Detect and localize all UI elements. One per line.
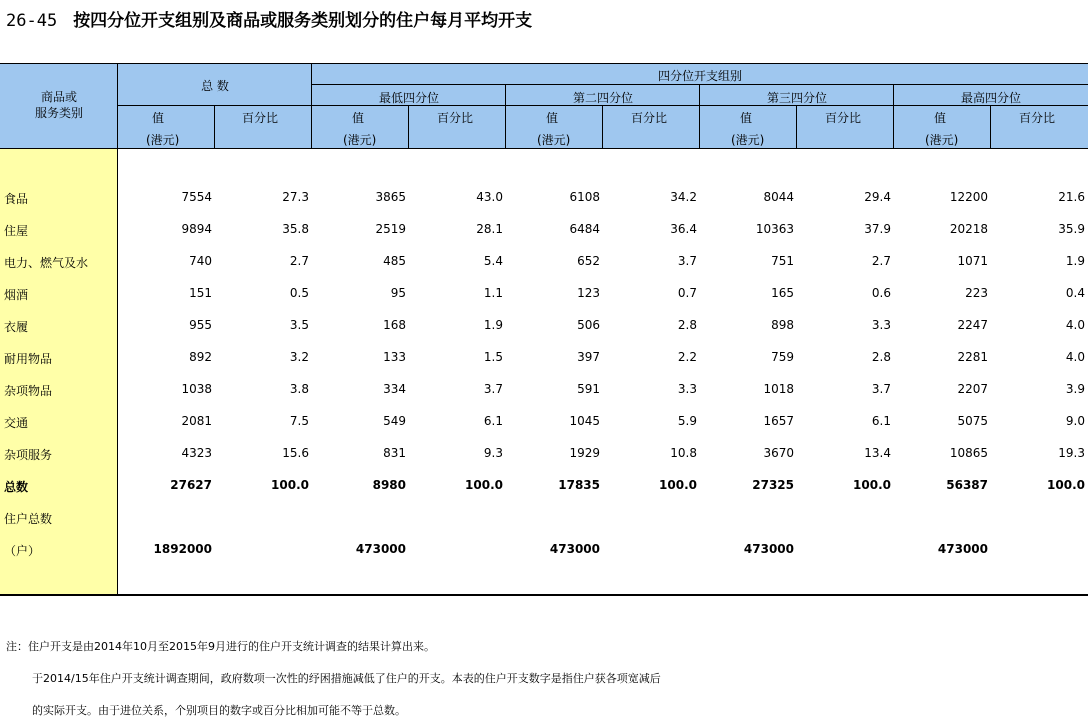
percent-cell: 15.6 xyxy=(282,446,309,460)
percent-cell: 9.3 xyxy=(483,446,503,460)
percent-cell: 3.7 xyxy=(483,382,503,396)
percent-cell: 1.1 xyxy=(483,286,503,300)
value-cell: 6108 xyxy=(569,190,600,204)
value-cell: 591 xyxy=(577,382,600,396)
value-cell: 1929 xyxy=(569,446,600,460)
value-cell: 1018 xyxy=(763,382,794,396)
value-header: 值 xyxy=(546,111,559,125)
households-value-cell: 1892000 xyxy=(153,542,212,556)
value-cell: 133 xyxy=(383,350,406,364)
percent-cell: 4.0 xyxy=(1065,318,1085,332)
value-cell: 397 xyxy=(577,350,600,364)
quartile-header-lowest: 最低四分位 xyxy=(378,91,439,105)
quartile-header-third: 第三四分位 xyxy=(766,91,827,105)
percent-cell: 0.4 xyxy=(1065,286,1085,300)
percent-cell: 35.8 xyxy=(282,222,309,236)
percent-cell: 19.3 xyxy=(1058,446,1085,460)
value-cell: 2281 xyxy=(957,350,988,364)
total-value-cell: 17835 xyxy=(558,478,600,492)
row-header-label: 商品或 服务类别 xyxy=(34,90,83,120)
percent-cell: 36.4 xyxy=(670,222,697,236)
value-cell: 95 xyxy=(390,286,406,300)
percent-cell: 21.6 xyxy=(1058,190,1085,204)
total-percent-cell: 100.0 xyxy=(271,478,309,492)
value-cell: 549 xyxy=(383,414,406,428)
percent-header: 百分比 xyxy=(242,111,279,125)
value-cell: 506 xyxy=(577,318,600,332)
value-cell: 2247 xyxy=(957,318,988,332)
total-percent-cell: 100.0 xyxy=(465,478,503,492)
households-value-cell: 473000 xyxy=(743,542,794,556)
value-cell: 740 xyxy=(189,254,212,268)
total-value-cell: 56387 xyxy=(946,478,988,492)
value-cell: 1038 xyxy=(181,382,212,396)
percent-cell: 5.9 xyxy=(677,414,697,428)
percent-cell: 3.3 xyxy=(677,382,697,396)
value-cell: 955 xyxy=(189,318,212,332)
table-code: 26-45 xyxy=(6,11,58,31)
percent-cell: 43.0 xyxy=(476,190,503,204)
total-percent-cell: 100.0 xyxy=(1047,478,1085,492)
table-bottom-border xyxy=(0,594,1088,596)
row-label: 衣履 xyxy=(4,320,29,334)
value-cell: 4323 xyxy=(181,446,212,460)
value-cell: 123 xyxy=(577,286,600,300)
percent-header: 百分比 xyxy=(1019,111,1056,125)
note-line-3: 的实际开支。由于进位关系，个别项目的数字或百分比相加可能不等于总数。 xyxy=(32,704,406,717)
value-cell: 10363 xyxy=(755,222,794,236)
value-cell: 751 xyxy=(771,254,794,268)
value-unit: (港元) xyxy=(146,133,180,147)
value-header: 值 xyxy=(152,111,165,125)
value-cell: 3670 xyxy=(763,446,794,460)
value-cell: 1045 xyxy=(569,414,600,428)
total-percent-cell: 100.0 xyxy=(659,478,697,492)
value-cell: 759 xyxy=(771,350,794,364)
percent-cell: 2.8 xyxy=(871,350,891,364)
quartile-group-header: 四分位开支组别 xyxy=(657,69,742,83)
row-label: 食品 xyxy=(4,192,29,206)
percent-header: 百分比 xyxy=(437,111,474,125)
note-line-1: 注：住户开支是由2014年10月至2015年9月进行的住户开支统计调查的结果计算出来。 xyxy=(6,640,435,653)
column-divider xyxy=(117,63,118,595)
row-header-background xyxy=(0,149,118,595)
note-line-2: 于2014/15年住户开支统计调查期间，政府数项一次性的纾困措施减低了住户的开支。本表的住户开支数字是指住户获各项宽减后 xyxy=(32,672,661,685)
percent-cell: 0.6 xyxy=(871,286,891,300)
column-divider xyxy=(893,84,894,149)
percent-cell: 0.7 xyxy=(677,286,697,300)
row-label: 烟酒 xyxy=(4,288,29,302)
percent-cell: 5.4 xyxy=(483,254,503,268)
column-divider xyxy=(602,105,603,149)
value-cell: 1657 xyxy=(763,414,794,428)
value-cell: 898 xyxy=(771,318,794,332)
value-cell: 7554 xyxy=(181,190,212,204)
percent-cell: 28.1 xyxy=(476,222,503,236)
percent-cell: 3.7 xyxy=(677,254,697,268)
percent-cell: 1.9 xyxy=(483,318,503,332)
percent-cell: 0.5 xyxy=(289,286,309,300)
percent-cell: 2.2 xyxy=(677,350,697,364)
quartile-header-highest: 最高四分位 xyxy=(960,91,1021,105)
row-label: 杂项服务 xyxy=(4,448,53,462)
total-value-cell: 27627 xyxy=(170,478,212,492)
column-divider xyxy=(505,84,506,149)
value-unit: (港元) xyxy=(925,133,959,147)
value-cell: 334 xyxy=(383,382,406,396)
percent-cell: 29.4 xyxy=(864,190,891,204)
row-label: 住屋 xyxy=(4,224,29,238)
total-percent-cell: 100.0 xyxy=(853,478,891,492)
table-top-border xyxy=(0,63,1088,64)
header-divider xyxy=(118,105,1088,106)
column-divider xyxy=(214,105,215,149)
value-unit: (港元) xyxy=(343,133,377,147)
households-value-cell: 473000 xyxy=(549,542,600,556)
percent-header: 百分比 xyxy=(825,111,862,125)
row-label: 耐用物品 xyxy=(4,352,53,366)
column-divider xyxy=(311,63,312,149)
header-divider xyxy=(312,84,1088,85)
value-cell: 20218 xyxy=(949,222,988,236)
value-cell: 165 xyxy=(771,286,794,300)
households-value-cell: 473000 xyxy=(355,542,406,556)
value-cell: 151 xyxy=(189,286,212,300)
households-label: 住户总数 xyxy=(4,512,53,526)
percent-cell: 3.5 xyxy=(289,318,309,332)
value-cell: 2081 xyxy=(181,414,212,428)
value-cell: 485 xyxy=(383,254,406,268)
value-cell: 10865 xyxy=(949,446,988,460)
percent-cell: 13.4 xyxy=(864,446,891,460)
percent-cell: 4.0 xyxy=(1065,350,1085,364)
value-cell: 12200 xyxy=(949,190,988,204)
percent-cell: 3.7 xyxy=(871,382,891,396)
column-divider xyxy=(990,105,991,149)
percent-cell: 6.1 xyxy=(483,414,503,428)
value-cell: 3865 xyxy=(375,190,406,204)
row-label: 杂项物品 xyxy=(4,384,53,398)
percent-cell: 2.8 xyxy=(677,318,697,332)
page-title xyxy=(6,6,532,31)
percent-cell: 3.3 xyxy=(871,318,891,332)
percent-cell: 34.2 xyxy=(670,190,697,204)
value-cell: 1071 xyxy=(957,254,988,268)
percent-header: 百分比 xyxy=(631,111,668,125)
value-cell: 892 xyxy=(189,350,212,364)
percent-cell: 1.9 xyxy=(1065,254,1085,268)
percent-cell: 37.9 xyxy=(864,222,891,236)
percent-cell: 7.5 xyxy=(289,414,309,428)
value-unit: (港元) xyxy=(731,133,765,147)
value-cell: 652 xyxy=(577,254,600,268)
percent-cell: 1.5 xyxy=(483,350,503,364)
value-cell: 8044 xyxy=(763,190,794,204)
percent-cell: 10.8 xyxy=(670,446,697,460)
value-header: 值 xyxy=(352,111,365,125)
value-cell: 223 xyxy=(965,286,988,300)
households-unit: （户） xyxy=(4,544,41,558)
households-value-cell: 473000 xyxy=(937,542,988,556)
percent-cell: 35.9 xyxy=(1058,222,1085,236)
header-bottom-border xyxy=(0,148,1088,149)
column-divider xyxy=(408,105,409,149)
percent-cell: 3.2 xyxy=(289,350,309,364)
percent-cell: 3.8 xyxy=(289,382,309,396)
value-unit: (港元) xyxy=(537,133,571,147)
value-header: 值 xyxy=(740,111,753,125)
value-cell: 2207 xyxy=(957,382,988,396)
value-cell: 168 xyxy=(383,318,406,332)
total-value-cell: 8980 xyxy=(372,478,406,492)
percent-cell: 9.0 xyxy=(1065,414,1085,428)
total-row-label: 总数 xyxy=(4,480,29,494)
percent-cell: 2.7 xyxy=(289,254,309,268)
value-cell: 9894 xyxy=(181,222,212,236)
total-header: 总 数 xyxy=(201,79,229,93)
row-label: 电力、燃气及水 xyxy=(4,256,89,270)
row-label: 交通 xyxy=(4,416,29,430)
table-title: 按四分位开支组别及商品或服务类别划分的住户每月平均开支 xyxy=(73,11,533,31)
column-divider xyxy=(796,105,797,149)
value-cell: 831 xyxy=(383,446,406,460)
value-header: 值 xyxy=(934,111,947,125)
value-cell: 5075 xyxy=(957,414,988,428)
column-divider xyxy=(699,84,700,149)
quartile-header-second: 第二四分位 xyxy=(572,91,633,105)
percent-cell: 3.9 xyxy=(1065,382,1085,396)
total-value-cell: 27325 xyxy=(752,478,794,492)
value-cell: 6484 xyxy=(569,222,600,236)
percent-cell: 2.7 xyxy=(871,254,891,268)
percent-cell: 27.3 xyxy=(282,190,309,204)
percent-cell: 6.1 xyxy=(871,414,891,428)
value-cell: 2519 xyxy=(375,222,406,236)
